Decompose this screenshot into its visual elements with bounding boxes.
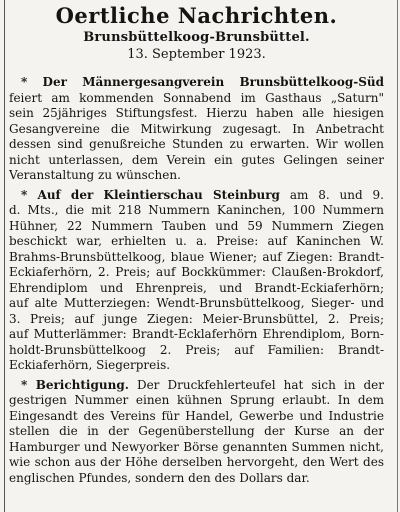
text-line: auf Mutterlämmer: Brandt-Ecklaferhörn Ehrendiplom, Born-: [9, 327, 384, 341]
paragraph-berichtigung: [9, 378, 384, 487]
paragraph-lead-line: [9, 378, 384, 394]
paragraph-lead: * Der Männergesangverein Brunsbüttelkoog-Süd: [21, 75, 384, 89]
paragraph-lead-line: [9, 188, 384, 204]
text-line: Ehrendiplom und Ehrenpreis, und Brandt-Eckiaferhörn;: [9, 280, 384, 295]
text-line: Hamburger und Newyorker Börse genannten Summen nicht,: [9, 439, 384, 454]
text-line: Veranstaltung zu wünschen.: [9, 168, 181, 182]
text-line: holdt-Brunsbüttelkoog 2. Preis; auf Familien: Brandt-: [9, 342, 384, 357]
page-title: Oertliche Nachrichten.: [55, 3, 338, 28]
paragraph-lead: * Berichtigung.: [21, 377, 129, 392]
text-line: Eingesandt des Vereins für Handel, Gewerbe und Industrie: [9, 408, 384, 423]
text-line: englischen Pfundes, sondern den des Dollars dar.: [9, 470, 310, 485]
paragraph-kleintierschau: [9, 188, 384, 374]
text-line: stellen die in der Gegenüberstellung der Kurse an der: [9, 424, 384, 438]
text-line: 3. Preis; auf junge Ziegen: Meier-Brunsbüttel, 2. Preis;: [9, 311, 384, 326]
paragraph-lead: * Auf der Kleintierschau Steinburg: [21, 187, 280, 202]
column-rule-left: [4, 0, 5, 512]
text-line: gestrigen Nummer einen kühnen Sprung erlaubt. In dem: [9, 393, 384, 407]
text-line: Eckiaferhörn, 2. Preis; auf Bockkümmer: Claußen-Brokdorf,: [9, 265, 384, 279]
text-line: feiert am kommenden Sonnabend im Gasthaus „Saturn": [9, 90, 384, 105]
paragraph-gesangverein: [9, 75, 384, 184]
text-line: d. Mts., die mit 218 Nummern Kaninchen, 100 Nummern: [9, 203, 384, 217]
text-line: Eckiaferhörn, Siegerpreis.: [9, 358, 171, 372]
text-line: sein 25jähriges Stiftungsfest. Hierzu haben alle hiesigen: [9, 106, 384, 120]
text-line: dessen sind genußreiche Stunden zu erwarten. Wir wollen: [9, 137, 384, 151]
text-line: nicht unterlassen, dem Verein ein gutes Gelingen seiner: [9, 152, 384, 167]
text-line: wie schon aus der Höhe derselben hervorgeht, den Wert des: [9, 455, 384, 469]
text-line: Brahms-Brunsbüttelkoog, blaue Wiener; auf Ziegen: Brandt-: [9, 249, 384, 264]
section-subtitle: Brunsbüttelkoog-Brunsbüttel.: [83, 30, 310, 45]
paragraph-lead-rest: am 8. und 9.: [279, 187, 384, 202]
article-body: [9, 75, 384, 486]
paragraph-lead-rest: Der Druckfehlerteufel hat sich in der: [128, 377, 384, 392]
article-header: [9, 3, 384, 63]
column-rule-right: [397, 0, 398, 512]
text-line: beschickt war, erhielten u. a. Preise: auf Kaninchen W.: [9, 234, 384, 248]
dateline: 13. September 1923.: [127, 47, 266, 62]
text-line: auf alte Mutterziegen: Wendt-Brunsbüttelkoog, Sieger- und: [9, 296, 384, 310]
text-line: Hühner, 22 Nummern Tauben und 59 Nummern Ziegen: [9, 218, 384, 233]
text-line: Gesangvereine die Mitwirkung zugesagt. In Anbetracht: [9, 121, 384, 136]
